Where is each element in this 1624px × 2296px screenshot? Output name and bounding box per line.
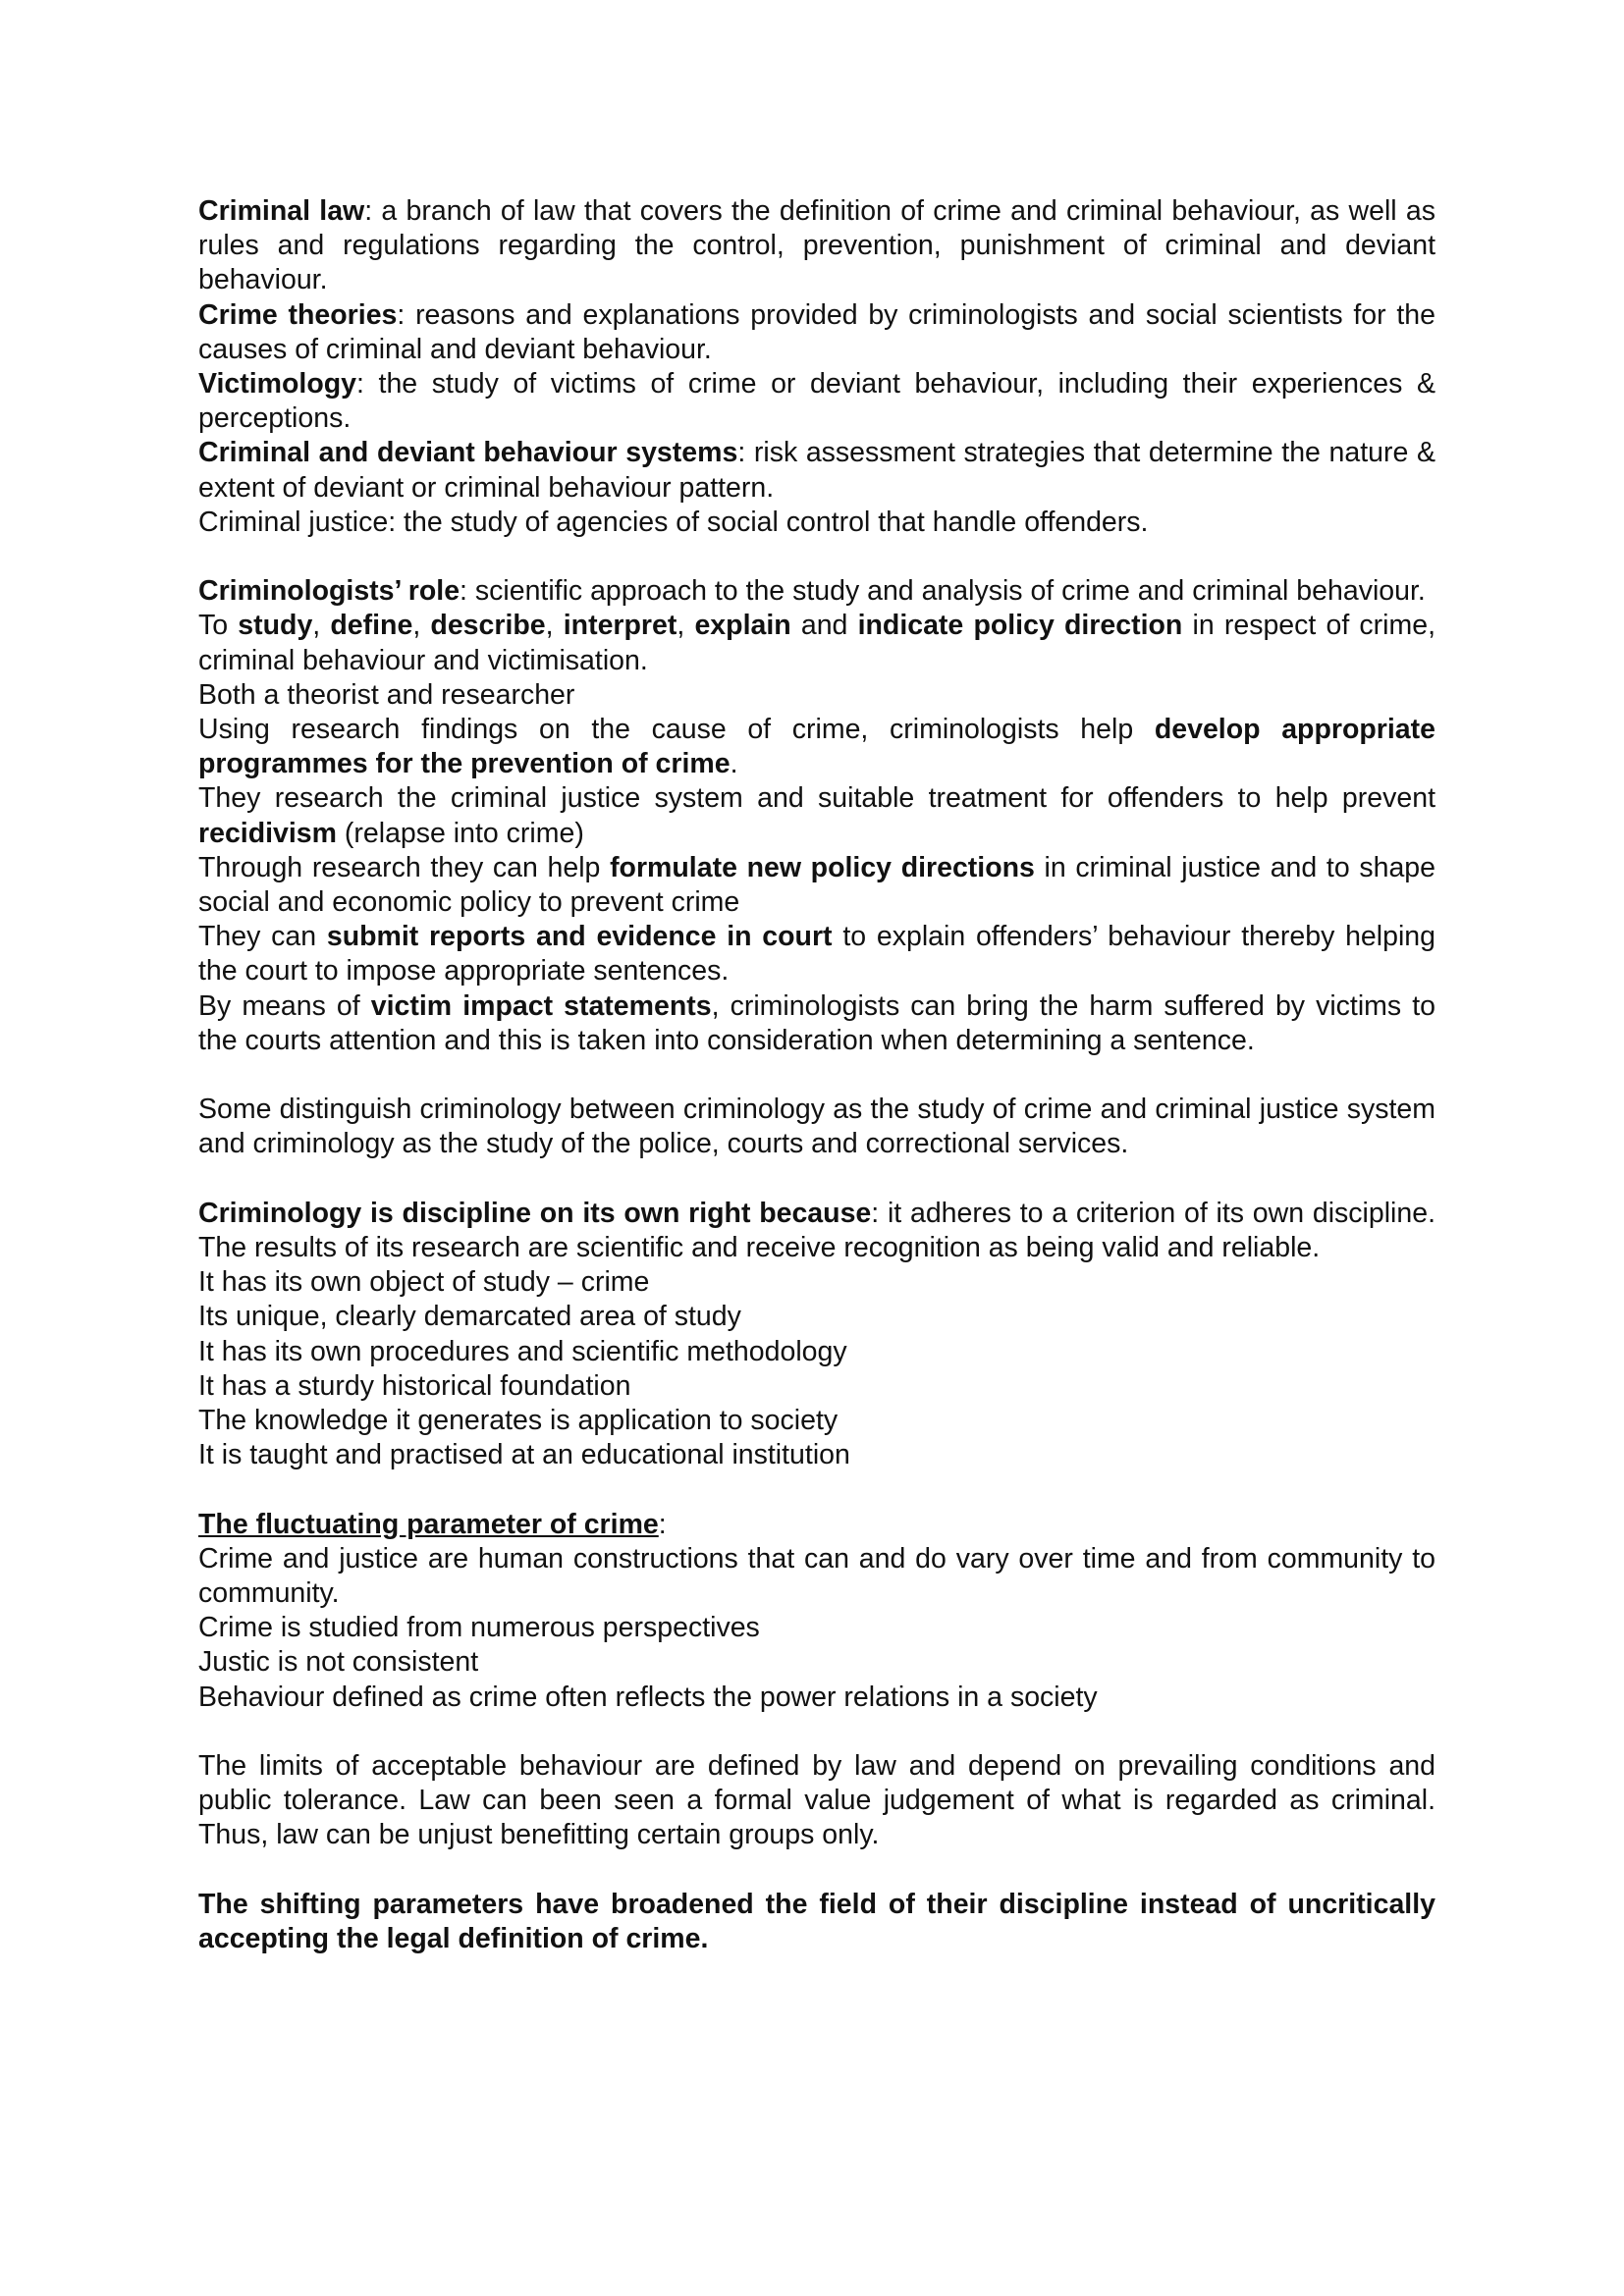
body-text: It has its own procedures and scientific methodology xyxy=(198,1335,847,1367)
term-discipline-own-right: Criminology is discipline on its own right because xyxy=(198,1197,872,1229)
paragraph-victim-impact xyxy=(198,989,1435,1058)
list-item xyxy=(198,1542,1435,1611)
body-text: It has its own object of study – crime xyxy=(198,1266,650,1299)
body-text: : it adheres to a criterion of its own discipline. The results of its research are scientific and receive recognition as being valid and reliable. xyxy=(198,1197,1435,1264)
body-text: The limits of acceptable behaviour are defined by law and depend on prevailing conditions and public tolerance. Law can been seen a formal value judgement of what is regarded as criminal. Thus, law can be unjust benefitting certain groups only. xyxy=(198,1750,1435,1851)
spacer xyxy=(198,1162,1435,1197)
paragraph-recidivism xyxy=(198,781,1435,850)
body-text: , xyxy=(545,610,564,642)
body-text: Behaviour defined as crime often reflects the power relations in a society xyxy=(198,1681,1098,1713)
body-text: To xyxy=(198,610,239,642)
body-text: It has a sturdy historical foundation xyxy=(198,1369,631,1402)
body-text: , criminologists can bring the harm suffered by victims to the courts attention and this is taken into consideration when determining a sentence. xyxy=(198,989,1436,1056)
bold-term: interpret xyxy=(563,610,677,642)
definition-text: : reasons and explanations provided by criminologists and social scientists for the causes of criminal and deviant behaviour. xyxy=(198,298,1436,365)
body-text: (relapse into crime) xyxy=(337,817,584,849)
paragraph-court-reports xyxy=(198,920,1435,988)
list-item xyxy=(198,1300,1435,1334)
list-item xyxy=(198,1265,1435,1300)
list-item xyxy=(198,1335,1435,1369)
body-text: and xyxy=(790,610,858,642)
definition-text: Criminal justice: the study of agencies of social control that handle offenders. xyxy=(198,506,1149,538)
paragraph-victimology xyxy=(198,367,1435,436)
list-item xyxy=(198,1369,1435,1404)
body-text: Its unique, clearly demarcated area of study xyxy=(198,1301,741,1333)
body-text: Using research findings on the cause of crime, criminologists help xyxy=(198,714,1155,746)
spacer xyxy=(198,540,1435,574)
bold-term: describe xyxy=(430,610,546,642)
body-text: Justic is not consistent xyxy=(198,1646,479,1679)
bold-term: study xyxy=(238,610,313,642)
definition-text: : risk assessment strategies that determine the nature & extent of deviant or criminal behaviour pattern. xyxy=(198,437,1435,504)
spacer xyxy=(198,1058,1435,1093)
paragraph-criminology-distinction xyxy=(198,1093,1435,1161)
body-text: , xyxy=(412,610,431,642)
definition-text: : a branch of law that covers the definition of crime and criminal behaviour, as well as rules and regulations regarding the control, prevention, punishment of criminal and deviant behaviour. xyxy=(198,195,1435,296)
term-criminologists-role: Criminologists’ role xyxy=(198,575,460,608)
paragraph-crime-theories xyxy=(198,298,1435,367)
bold-term: indicate policy direction xyxy=(857,610,1183,642)
spacer xyxy=(198,1472,1435,1507)
paragraph-policy-directions xyxy=(198,851,1435,920)
body-text: : xyxy=(658,1508,667,1540)
body-text: Some distinguish criminology between criminology as the study of crime and criminal justice system and criminology as the study of the police, courts and correctional services. xyxy=(198,1094,1435,1160)
body-text: in criminal justice and to shape social and economic policy to prevent crime xyxy=(198,851,1435,919)
section-heading: The fluctuating parameter of crime xyxy=(198,1508,659,1540)
bold-term: define xyxy=(330,610,413,642)
definition-text: : the study of victims of crime or deviant behaviour, including their experiences & perceptions. xyxy=(198,368,1435,435)
paragraph-limits-of-behaviour xyxy=(198,1749,1435,1853)
spacer xyxy=(198,1853,1435,1888)
bold-term: victim impact statements xyxy=(370,989,712,1022)
bold-term: submit reports and evidence in court xyxy=(326,921,833,953)
body-text: . xyxy=(730,748,738,780)
body-text: to explain offenders’ behaviour thereby helping the court to impose appropriate sentences. xyxy=(198,921,1435,988)
bold-term: recidivism xyxy=(198,817,337,849)
list-item xyxy=(198,1681,1435,1715)
body-text: Crime and justice are human constructions that can and do vary over time and from community to community. xyxy=(198,1542,1435,1610)
body-text: Through research they can help xyxy=(198,851,611,883)
spacer xyxy=(198,1715,1435,1749)
body-text: : scientific approach to the study and analysis of crime and criminal behaviour. xyxy=(460,575,1426,608)
list-item xyxy=(198,1645,1435,1680)
bold-term: explain xyxy=(694,610,791,642)
term-victimology: Victimology xyxy=(198,368,357,400)
term-crime-theories: Crime theories xyxy=(198,298,398,331)
body-text: By means of xyxy=(198,989,371,1022)
paragraph-criminologists-role xyxy=(198,574,1435,609)
body-text: It is taught and practised at an educational institution xyxy=(198,1439,850,1471)
body-text: , xyxy=(677,610,695,642)
list-item xyxy=(198,1611,1435,1645)
term-behaviour-systems: Criminal and deviant behaviour systems xyxy=(198,437,738,469)
list-item xyxy=(198,1438,1435,1472)
paragraph-conclusion xyxy=(198,1888,1435,1956)
term-criminal-law: Criminal law xyxy=(198,195,365,227)
body-text: They can xyxy=(198,921,327,953)
bold-term: develop appropriate programmes for the prevention of crime xyxy=(198,714,1435,780)
paragraph-behaviour-systems xyxy=(198,436,1435,505)
body-text: Both a theorist and researcher xyxy=(198,678,575,711)
body-text: The knowledge it generates is application to society xyxy=(198,1405,839,1437)
body-text: , xyxy=(312,610,331,642)
paragraph-criminal-law xyxy=(198,194,1435,298)
paragraph-discipline-own-right xyxy=(198,1197,1435,1265)
paragraph-theorist-researcher xyxy=(198,678,1435,713)
bold-term: formulate new policy directions xyxy=(610,851,1035,883)
body-text: in respect of crime, criminal behaviour and victimisation. xyxy=(198,610,1436,676)
bold-conclusion: The shifting parameters have broadened the field of their discipline instead of uncritically accepting the legal definition of crime. xyxy=(198,1888,1435,1955)
document-page xyxy=(198,194,1435,1956)
body-text: They research the criminal justice system and suitable treatment for offenders to help prevent xyxy=(198,782,1435,815)
heading-fluctuating-parameter xyxy=(198,1508,1435,1542)
body-text: Crime is studied from numerous perspectives xyxy=(198,1612,760,1644)
paragraph-criminal-justice xyxy=(198,506,1435,540)
list-item xyxy=(198,1404,1435,1438)
paragraph-prevention-programmes xyxy=(198,713,1435,781)
paragraph-role-tasks xyxy=(198,609,1435,677)
